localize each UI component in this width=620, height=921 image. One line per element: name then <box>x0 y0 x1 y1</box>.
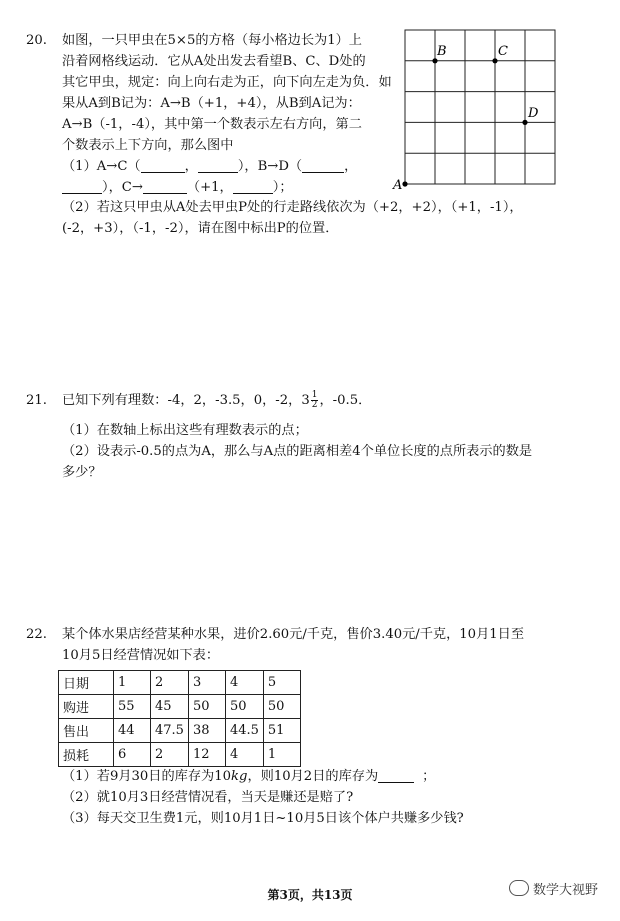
q22-number: 22. <box>26 627 47 642</box>
table-row <box>59 695 301 719</box>
answer-blank[interactable] <box>198 158 238 173</box>
table-cell: 12 <box>188 743 225 767</box>
q21-line-1-text-a: 已知下列有理数：-4，2，-3.5，0，-2，3 <box>62 393 310 408</box>
q20-part-2-line-2: (-2，+3），（-1，-2），请在图中标出P的位置． <box>62 221 339 236</box>
q20-part-1-line-a <box>62 157 357 177</box>
q20-line-6: 个数表示上下方向，那么图中 <box>62 138 234 153</box>
table-cell: 50 <box>225 695 263 719</box>
table-cell: 47.5 <box>151 719 189 743</box>
table-cell: 38 <box>188 719 225 743</box>
q20-part-1-text-g: ）； <box>272 180 293 195</box>
table-cell: 50 <box>263 695 300 719</box>
table-cell: 损耗 <box>59 743 114 767</box>
table-cell: 3 <box>188 671 225 695</box>
table-cell: 售出 <box>59 719 114 743</box>
table-cell: 51 <box>263 719 300 743</box>
table-cell: 1 <box>263 743 300 767</box>
q20-part-1-text-d: ， <box>344 159 358 174</box>
table-cell: 购进 <box>59 695 114 719</box>
table-cell: 5 <box>263 671 300 695</box>
fraction-one-half <box>311 391 319 410</box>
q22-part-1-text-b: ，则10月2日的库存为 <box>247 769 379 784</box>
sales-table <box>58 670 301 767</box>
q20-line-5: A→B（-1，-4），其中第一个数表示左右方向，第二 <box>62 117 362 132</box>
table-cell: 2 <box>151 743 189 767</box>
answer-blank[interactable] <box>141 158 185 173</box>
q20-part-2-line-1: （2）若这只甲虫从A处去甲虫P处的行走路线依次为（+2，+2），（+1，-1）， <box>62 200 523 215</box>
q22-line-1: 某个体水果店经营某种水果，进价2.60元/千克，售价3.40元/千克，10月1日至 <box>62 627 525 642</box>
table-row <box>59 671 301 695</box>
answer-blank[interactable] <box>233 179 273 194</box>
q20-part-1-text-e: ），C→ <box>102 180 143 195</box>
watermark-text: 数学大视野 <box>533 883 599 898</box>
table-cell: 6 <box>114 743 151 767</box>
table-cell: 日期 <box>59 671 114 695</box>
q21-part-2-line-2: 多少？ <box>62 465 102 480</box>
table-cell: 1 <box>114 671 151 695</box>
q20-line-4: 果从A到B记为：A→B（+1，+4），从B到A记为： <box>62 96 361 111</box>
q20-line-2: 沿着网格线运动．它从A处出发去看望B、C、D处的 <box>62 54 366 69</box>
q20-line-3: 其它甲虫，规定：向上向右走为正，向下向左走为负．如 <box>62 75 392 90</box>
unit-kg: kg <box>231 769 248 784</box>
q22-part-3: （3）每天交卫生费1元，则10月1日~10月5日该个体户共赚多少钱? <box>62 811 464 826</box>
q21-part-2-line-1: （2）设表示-0.5的点为A，那么与A点的距离相差4个单位长度的点所表示的数是 <box>62 444 533 459</box>
fraction-numerator: 1 <box>311 390 318 400</box>
point-c <box>492 58 497 63</box>
label-a: A <box>393 178 403 193</box>
q20-number: 20. <box>26 33 47 48</box>
watermark <box>509 879 598 898</box>
table-cell: 55 <box>114 695 151 719</box>
label-d: D <box>528 106 539 121</box>
answer-blank[interactable] <box>143 179 187 194</box>
q22-part-1-text-a: （1）若9月30日的库存为10 <box>62 769 232 784</box>
table-cell: 4 <box>225 743 263 767</box>
table-cell: 4 <box>225 671 263 695</box>
q22-line-2: 10月5日经营情况如下表： <box>62 648 220 663</box>
wechat-icon <box>509 880 529 896</box>
q22-part-2: （2）就10月3日经营情况看，当天是赚还是赔了? <box>62 790 354 805</box>
answer-blank[interactable] <box>378 768 414 783</box>
q20-part-1-text-a: （1）A→C（ <box>62 159 141 174</box>
table-cell: 45 <box>151 695 189 719</box>
page-footer: 第3页，共13页 <box>267 888 353 902</box>
point-d <box>522 120 527 125</box>
table-cell: 44.5 <box>225 719 263 743</box>
table-row <box>59 743 301 767</box>
q21-part-1: （1）在数轴上标出这些有理数表示的点； <box>62 423 308 438</box>
q21-line-1 <box>62 391 371 411</box>
answer-blank[interactable] <box>62 179 102 194</box>
table-cell: 50 <box>188 695 225 719</box>
q20-part-1-text-c: ），B→D（ <box>237 159 303 174</box>
table-row <box>59 719 301 743</box>
label-c: C <box>498 44 508 59</box>
label-b: B <box>437 44 447 59</box>
point-a <box>402 181 407 186</box>
q22-part-1-text-c: ； <box>422 769 436 784</box>
answer-blank[interactable] <box>302 158 344 173</box>
q21-line-1-text-b: ，-0.5． <box>319 393 372 408</box>
table-cell: 44 <box>114 719 151 743</box>
q21-number: 21. <box>26 393 47 408</box>
q20-part-1-text-f: （+1， <box>186 180 233 195</box>
grid-figure <box>392 24 564 194</box>
fraction-denominator: 2 <box>311 400 318 410</box>
table-cell: 2 <box>151 671 189 695</box>
q20-part-1-text-b: ， <box>184 159 198 174</box>
q22-part-1 <box>62 767 435 787</box>
q20-line-1: 如图，一只甲虫在5×5的方格（每小格边长为1）上 <box>62 33 362 48</box>
q20-part-1-line-b <box>62 178 293 198</box>
